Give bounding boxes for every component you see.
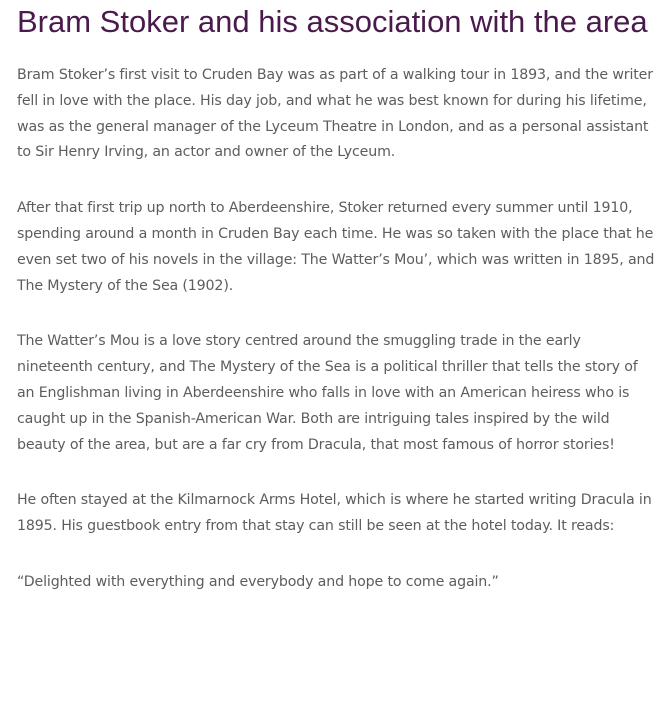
paragraph-summer-returns: After that first trip up north to Aberdeenshire, Stoker returned every summer until 1910, spending around a month in Cruden Bay each time. He was so taken with the place that he even set two of his novels in the village: The Watter’s Mou’, which was written in 1895, and The Mystery of the Sea (1902). bbox=[17, 200, 655, 294]
article bbox=[0, 1, 657, 596]
paragraph-kilmarnock-hotel: He often stayed at the Kilmarnock Arms Hotel, which is where he started writing Dracula in 1895. His guestbook entry from that stay can still be seen at the hotel today. It reads: bbox=[17, 492, 652, 535]
paragraph-first-visit: Bram Stoker’s first visit to Cruden Bay was as part of a walking tour in 1893, and the writer fell in love with the place. His day job, and what he was best known for during his lifetime, was as the general manager of the Lyceum Theatre in London, and as a personal assistant to Sir Henry Irving, an actor and owner of the Lyceum. bbox=[17, 67, 653, 161]
article-title: Bram Stoker and his association with the area bbox=[17, 4, 648, 39]
paragraph-guestbook-quote: “Delighted with everything and everybody and hope to come again.” bbox=[17, 573, 499, 590]
paragraph-novels-description: The Watter’s Mou is a love story centred around the smuggling trade in the early nineteenth century, and The Mystery of the Sea is a political thriller that tells the story of an Englishman living in Aberdeenshire who falls in love with an American heiress who is caught up in the Spanish-American War. Both are intriguing tales inspired by the wild beauty of the area, but are a far cry from Dracula, that most famous of horror stories! bbox=[17, 333, 638, 453]
